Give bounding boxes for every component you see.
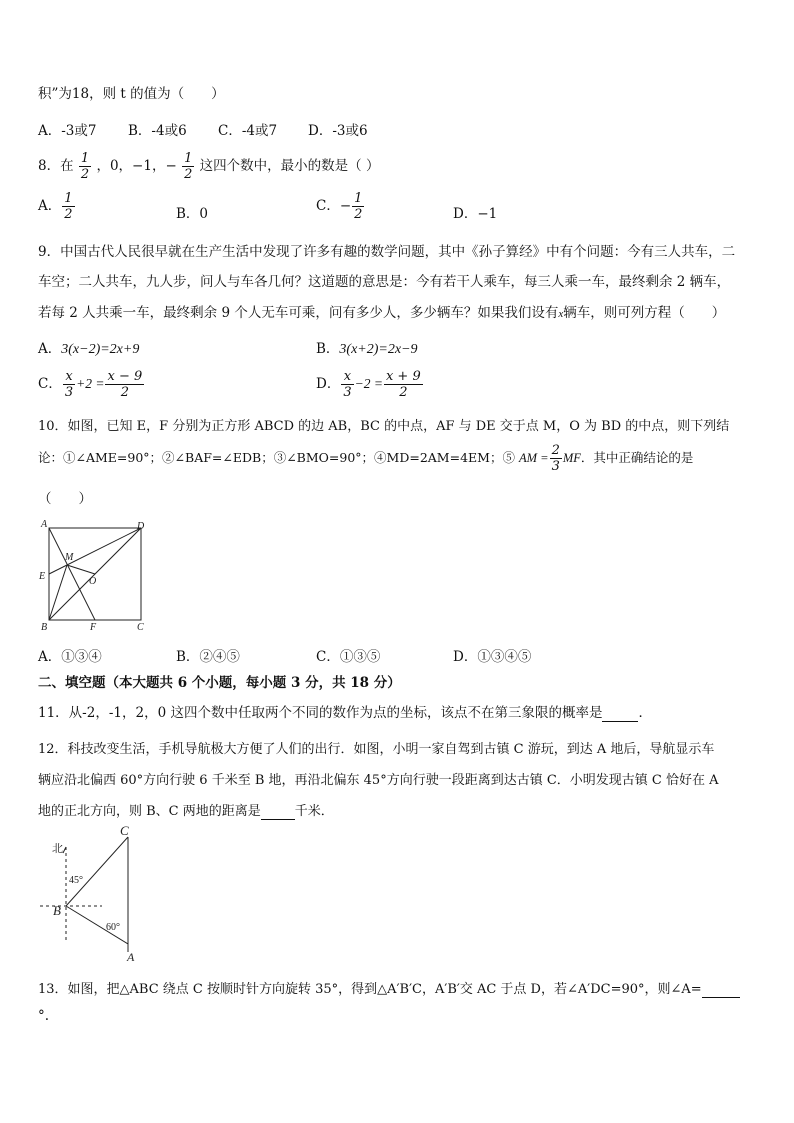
q11-answer-blank[interactable] xyxy=(602,705,638,722)
label-c: C xyxy=(137,622,144,633)
label-o: O xyxy=(89,576,97,587)
q12-line-1: 12．科技改变生活，手机导航极大方便了人们的出行．如图，小明一家自驾到古镇 C 游玩，到达 A 地后，导航显示车 xyxy=(38,742,715,757)
label-b: B xyxy=(53,903,61,918)
q9-option-a: A．3(x−2)=2x+9 xyxy=(38,341,140,357)
q9-option-b: B．3(x+2)=2x−9 xyxy=(316,341,418,357)
label-f: F xyxy=(90,622,97,633)
q13-line-1: 13．如图，把△ABC 绕点 C 按顺时针方向旋转 35°，得到△A′B′C，A′B′交 AC 于点 D，若∠A′DC=90°，则∠A= xyxy=(38,978,740,998)
label-d: D xyxy=(137,521,145,532)
q8-option-b: B．0 xyxy=(176,206,209,222)
angle-60: 60° xyxy=(106,922,120,933)
label-m: M xyxy=(65,552,74,563)
q8-pre: 8．在 xyxy=(38,158,74,174)
label-c: C xyxy=(120,825,129,838)
q11-text: 11．从-2，-1，2，0 这四个数中任取两个不同的数作为点的坐标，该点不在第三象限的概率是 ． xyxy=(38,705,652,721)
north-label: 北 xyxy=(52,842,63,855)
q7-option-d: D．-3或6 xyxy=(308,123,368,139)
q8-fraction-2: $\frac{1}{2}$ xyxy=(184,151,193,182)
q7-option-c: C．-4或7 xyxy=(218,123,278,139)
q10-option-d: D．①③④⑤ xyxy=(453,649,532,665)
label-a: A xyxy=(127,950,135,964)
q9-line-3: 若每 2 人共乘一车，最终剩余 9 个人无车可乘，问有多少人，多少辆车？如果我们设有x辆车，则可列方程（ ） xyxy=(38,305,726,321)
q9-option-d: D． $\frac{x}{3}$ −2 = $\frac{x + 9}{2}$ xyxy=(316,369,421,400)
label-e: E xyxy=(39,571,46,582)
segment-bm xyxy=(49,565,67,620)
segment-af xyxy=(49,528,95,620)
q8-option-a: A． $\frac{1}{2}$ xyxy=(38,191,73,222)
q9-option-c: C． $\frac{x}{3}$ +2 = $\frac{x - 9}{2}$ xyxy=(38,369,143,400)
q8-option-d: D．−1 xyxy=(453,206,498,222)
q13-line-2: °. xyxy=(38,1008,50,1024)
q8-mid: ，0，−1，− xyxy=(96,158,177,174)
direction-figure xyxy=(36,825,146,965)
q8-post: 这四个数中，最小的数是（ ） xyxy=(199,158,380,174)
q12-line-3: 地的正北方向，则 B、C 两地的距离是 千米． xyxy=(38,804,334,819)
label-a: A xyxy=(41,519,48,530)
segment-bc xyxy=(66,837,128,906)
q7-option-b: B．-4或6 xyxy=(128,123,187,139)
q8-fraction-1: $\frac{1}{2}$ xyxy=(80,151,90,182)
q9-line-2: 车空；二人共车，九人步，问人与车各几何？这道题的意思是：今有若干人乘车，每三人乘一车，最终剩余 2 辆车， xyxy=(38,274,731,290)
q8-option-c: C．− $\frac{1}{2}$ xyxy=(316,191,363,222)
q10-line-2: 论：①∠AME=90°；②∠BAF=∠EDB；③∠BMO=90°；④MD=2AM=4EM；⑤ AM = $\frac{2}{3}$ MF．其中正确结论的是 xyxy=(38,443,694,474)
square-figure xyxy=(36,518,156,636)
q10-line-1: 10．如图，已知 E，F 分别为正方形 ABCD 的边 AB，BC 的中点，AF 与 DE 交于点 M，O 为 BD 的中点，则下列结 xyxy=(38,419,730,434)
angle-45: 45° xyxy=(69,875,83,886)
q9-line-1: 9．中国古代人民很早就在生产生活中发现了许多有趣的数学问题，其中《孙子算经》中有个问题：今有三人共车，二 xyxy=(38,244,736,260)
q10-line-3: （ ） xyxy=(38,491,92,507)
q10-option-a: A．①③④ xyxy=(38,649,102,665)
q13-answer-blank[interactable] xyxy=(702,982,740,998)
q10-option-b: B．②④⑤ xyxy=(176,649,240,665)
label-b: B xyxy=(41,622,48,633)
q12-answer-blank[interactable] xyxy=(261,804,295,820)
q7-option-a: A．-3或7 xyxy=(38,123,97,139)
segment-de xyxy=(49,528,141,574)
question-8-text xyxy=(38,152,379,181)
q12-line-2: 辆应沿北偏西 60°方向行驶 6 千米至 B 地，再沿北偏东 45°方向行驶一段距离到达古镇 C．小明发现古镇 C 恰好在 A xyxy=(38,773,719,788)
question-7-text: 积”为18，则 t 的值为（ ） xyxy=(38,86,225,102)
q10-option-c: C．①③⑤ xyxy=(316,649,381,665)
section-heading: 二、填空题（本大题共 6 个小题，每小题 3 分，共 18 分） xyxy=(38,675,401,691)
